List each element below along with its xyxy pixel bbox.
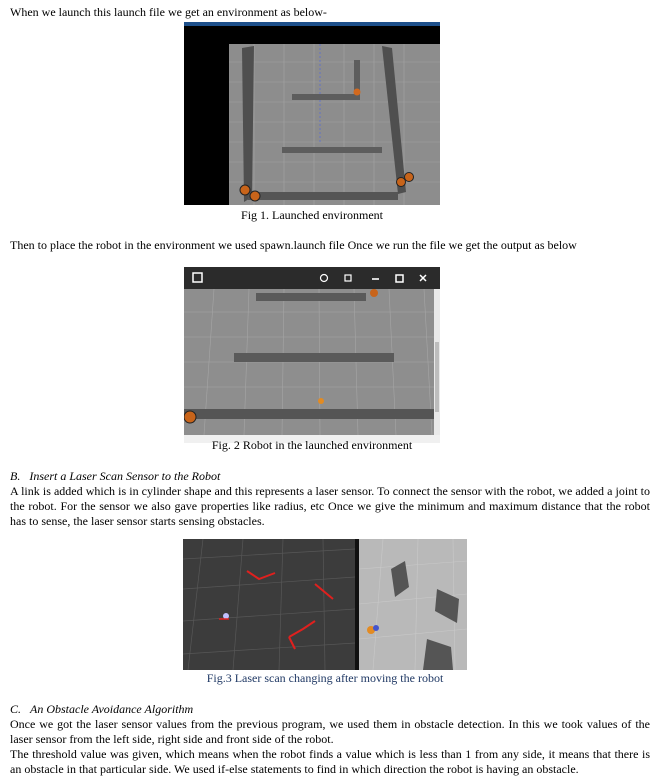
figure-1-caption: Fig 1. Launched environment bbox=[241, 208, 383, 222]
section-b-heading: B. Insert a Laser Scan Sensor to the Robot bbox=[10, 469, 221, 483]
figure-3-image bbox=[183, 539, 467, 670]
section-c-heading: C. An Obstacle Avoidance Algorithm bbox=[10, 702, 194, 716]
section-c-body-1: Once we got the laser sensor values from the previous program, we used them in obstacle detection. In this we took values of the laser sensor from the left side, right side and front side of the robot. bbox=[10, 717, 650, 746]
section-c-body-2: The threshold value was given, which means when the robot finds a value which is less than 1 from any side, it means that there is an obstacle in that particular side. We used if-else statements to find in which direction the robot is having an obstacle. bbox=[10, 747, 650, 776]
section-b-body: A link is added which is in cylinder shape and this represents a laser sensor. To connect the sensor with the robot, we added a joint to the robot. For the sensor we also gave properties like radius, etc Once we give the minimum and maximum distance that the robot has to sense, the laser sensor starts sensing obstacles. bbox=[10, 484, 650, 528]
figure-1-image bbox=[184, 22, 440, 205]
spawn-paragraph: Then to place the robot in the environment we used spawn.launch file Once we run the file we get the output as below bbox=[10, 238, 577, 252]
figure-3-caption: Fig.3 Laser scan changing after moving the robot bbox=[206, 671, 444, 685]
figure-2-caption: Fig. 2 Robot in the launched environment bbox=[211, 438, 413, 452]
intro-paragraph: When we launch this launch file we get an environment as below- bbox=[10, 5, 327, 19]
figure-2-image bbox=[184, 267, 440, 443]
